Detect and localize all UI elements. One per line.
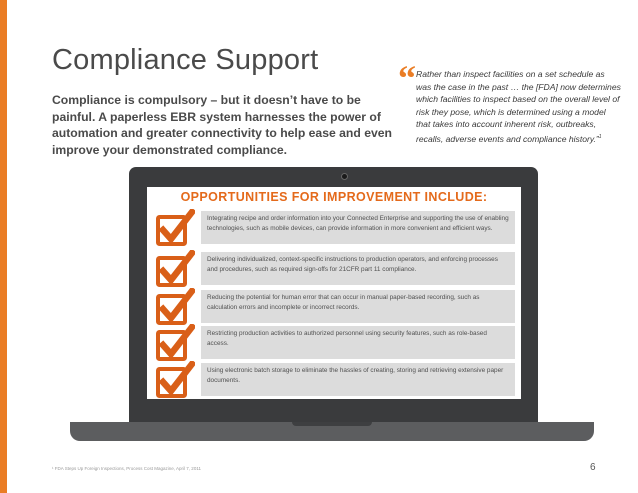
laptop-camera-icon (341, 173, 348, 180)
opportunity-item (155, 324, 515, 362)
opportunity-item-text: Integrating recipe and order information into your Connected Enterprise and supporting the use of enabling technologies, such as mobile devices, can provide information in more convenient and efficient ways. (201, 211, 515, 244)
opportunity-item-text: Restricting production activities to authorized personnel using security features, such as role-based access. (201, 326, 515, 359)
footnote: ¹ FDA Steps Up Foreign Inspections, Process Cost Magazine, April 7, 2011 (52, 466, 201, 471)
checked-box-icon (155, 324, 195, 364)
fda-quote-text: Rather than inspect facilities on a set schedule as was the case in the past … the [FDA] now determines which facilities to inspect based on the overall level of risk they pose, which is determined using a model that takes into account inherent risk, outbreaks, recalls, adverse events and compliance history.” (416, 69, 621, 144)
quote-mark-icon: “ (398, 58, 416, 98)
orange-accent-bar (0, 0, 7, 493)
opportunity-item (155, 288, 515, 326)
checked-box-icon (155, 209, 195, 249)
opportunity-item-text: Using electronic batch storage to eliminate the hassles of creating, storing and retrieving extensive paper documents. (201, 363, 515, 396)
intro-paragraph: Compliance is compulsory – but it doesn’t have to be painful. A paperless EBR system harnesses the power of automation and greater connectivity to help ease and even improve your demonstrated compliance. (52, 93, 392, 157)
opportunity-item (155, 250, 515, 288)
page-number: 6 (590, 462, 596, 473)
laptop-notch (292, 422, 372, 426)
opportunity-item (155, 209, 515, 247)
checked-box-icon (155, 250, 195, 290)
page-title: Compliance Support (52, 44, 319, 76)
quote-footnote-ref: 1 (598, 133, 602, 140)
opportunity-item (155, 361, 515, 399)
checked-box-icon (155, 288, 195, 328)
opportunities-heading: OPPORTUNITIES FOR IMPROVEMENT INCLUDE: (180, 190, 488, 204)
opportunity-item-text: Delivering individualized, context-specific instructions to production operators, and enforcing processes and procedures, such as required sign-offs for 21CFR part 11 compliance. (201, 252, 515, 285)
checked-box-icon (155, 361, 195, 401)
opportunity-item-text: Reducing the potential for human error that can occur in manual paper-based recording, such as calculation errors and incomplete or incorrect records. (201, 290, 515, 323)
fda-quote (416, 68, 621, 145)
